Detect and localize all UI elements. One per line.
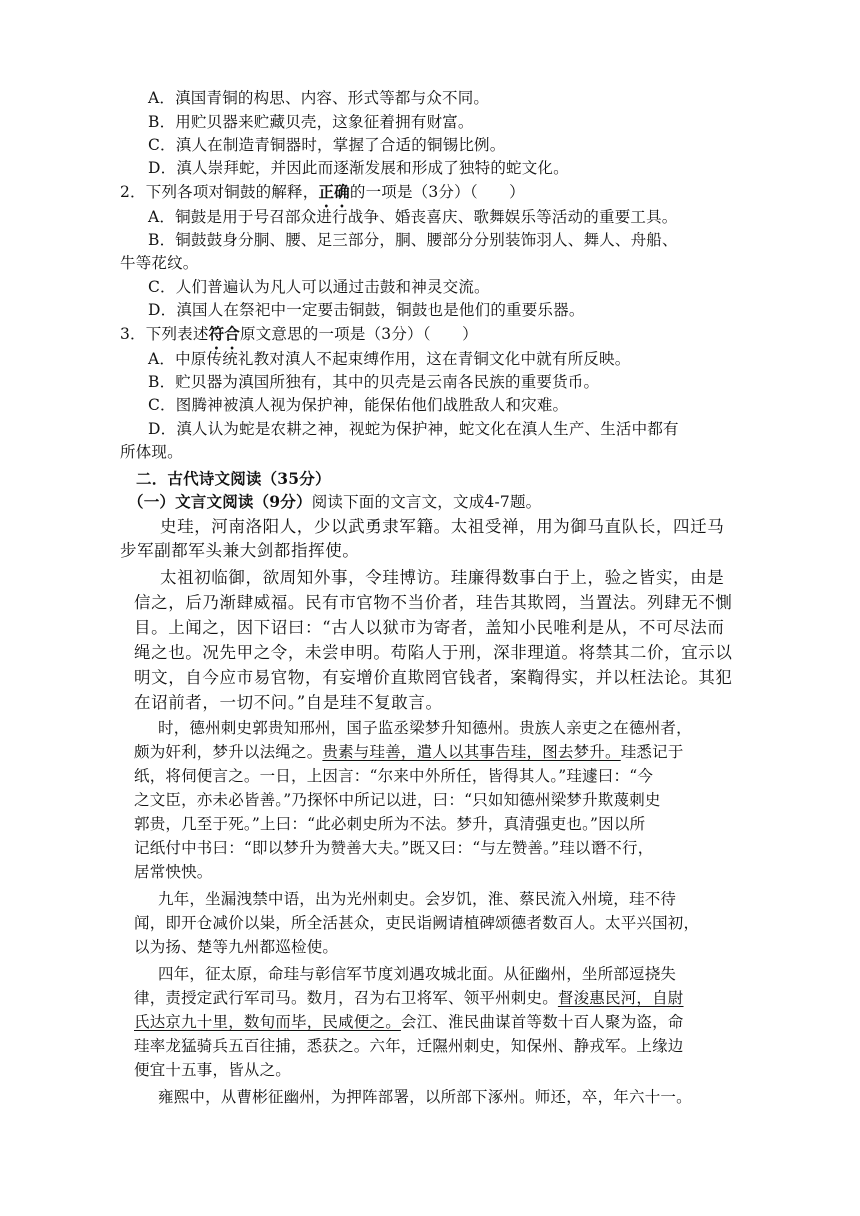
text-segment: 会江、淮民曲谋首等数十百人聚为盗，命 [400,1013,684,1031]
text-segment: 的一项是（3分）（ ） [349,183,525,201]
text-segment: 阅读下面的文言文，文成4-7题。 [311,493,542,511]
text-segment: 氏达京九十里，数旬而毕，民咸便之。 [134,1013,401,1031]
text-line: D．滇人认为蛇是农耕之神，视蛇为保护神，蛇文化在滇人生产、生活中都有 [148,420,679,438]
text-line: D．滇人崇拜蛇，并因此而逐渐发展和形成了独特的蛇文化。 [148,159,569,177]
text-line: C．人们普遍认为凡人可以通过击鼓和神灵交流。 [148,278,490,296]
text-line: 步军副都军头兼大剑都指挥使。 [120,541,360,560]
text-line: 太祖初临御，欲周知外事，令珪博访。珪廉得数事白于上，验之皆实，由是 [160,568,725,587]
text-line: 郭贵，几至于死。”上曰：“此必刺史所为不法。梦升，真清强吏也。”因以所 [134,815,646,833]
text-segment: 颇为奸利，梦升以法绳之。 [134,743,323,761]
text-line: 在诏前者，一切不问。”自是珪不复敢言。 [134,693,443,712]
text-line: 以为扬、楚等九州都巡检使。 [134,938,339,956]
text-line: 牛等花纹。 [120,254,199,272]
text-segment: 律，责授定武行军司马。数月，召为右卫将军、领平州刺史。 [134,989,558,1007]
text-line: 二．古代诗文阅读（35分） [136,469,331,488]
text-line: A．中原传统礼教对滇人不起束缚作用，这在青铜文化中就有所反映。 [148,350,631,368]
text-line [0,741,860,763]
text-line: 纸，将伺便言之。一日，上因言：“尔来中外所任，皆得其人。”珪遽曰：“今 [134,767,654,785]
text-line: 目。上闻之，因下诏曰：“古人以狱市为寄者，盖知小民唯利是从，不可尽法而 [134,618,725,637]
text-line: A．滇国青铜的构思、内容、形式等都与众不同。 [148,89,490,107]
text-line [0,1011,860,1033]
text-segment: 原文意思的一项是（3分）（ ） [239,325,478,343]
text-line: 信之，后乃渐肆威福。民有市官物不当价者，珪告其欺罔，当置法。列肆无不惻 [134,593,733,612]
text-line: 珪率龙猛骑兵五百往捕，悉获之。六年，迁隰州刺史，知保州、静戎军。上缘边 [134,1037,684,1055]
text-line: 明文，自今应市易官物，有妄增价直欺罔官钱者，案鞫得实，并以枉法论。其犯 [134,668,733,687]
text-line: B．贮贝器为滇国所独有，其中的贝壳是云南各民族的重要货币。 [148,373,600,391]
text-line: A．铜鼓是用于号召部众进行战争、婚丧喜庆、歌舞娱乐等活动的重要工具。 [148,208,678,226]
text-line [0,987,860,1009]
text-line: C．滇人在制造青铜器时，掌握了合适的铜锡比例。 [148,136,506,154]
text-line: B．铜鼓鼓身分胴、腰、足三部分，胴、腰部分分别装饰羽人、舞人、舟船、 [148,231,678,249]
text-line: 便宜十五事，皆从之。 [134,1061,292,1079]
text-segment: 正确 [318,182,350,201]
text-segment: 珪悉记于 [620,743,684,761]
text-line: 史珪，河南洛阳人，少以武勇隶军籍。太祖受禅，用为御马直队长，四迁马 [160,517,725,536]
text-segment: 贵素与珪善，遣人以其事告珪，图去梦升。 [322,743,621,761]
text-segment: （一）文言文阅读（9分） [128,492,312,511]
text-line: 记纸付中书曰：“即以梦升为赞善大夫。”既又曰：“与左赞善。”珪以谮不行， [134,839,654,857]
text-segment: 督浚惠民河，自尉 [557,989,684,1007]
text-line: D．滇国人在祭祀中一定要击铜鼓，铜鼓也是他们的重要乐器。 [148,301,585,319]
text-line: 四年，征太原，命珪与彰信军节度刘遇攻城北面。从征幽州，坐所部逗挠失 [158,965,677,983]
text-line: 九年，坐漏洩禁中语，出为光州刺史。会岁饥，淮、蔡民流入州境，珪不待 [158,890,677,908]
text-segment: 3．下列表述 [120,325,209,343]
text-line: 所体现。 [120,443,183,461]
text-line: B．用贮贝器来贮藏贝壳，这象征着拥有财富。 [148,113,474,131]
text-line: C．图腾神被滇人视为保护神，能保佑他们战胜敌人和灾难。 [148,396,569,414]
text-segment: 符合 [208,324,240,343]
text-line: 居常怏怏。 [134,863,213,881]
text-line: 雍熙中，从曹彬征幽州，为押阵部署，以所部下涿州。师还，卒，年六十一。 [158,1088,692,1106]
text-line: 之文臣，亦未必皆善。”乃探怀中所记以进，曰：“只如知德州梁梦升欺蔑刺史 [134,791,661,809]
text-line: 闻，即开仓减价以粜，所全活甚众，吏民诣阙请植碑颂德者数百人。太平兴国初， [134,914,700,932]
text-line: 绳之也。况先甲之令，未尝申明。苟陷人于刑，深非理道。将禁其二价，宜示以 [134,643,733,662]
text-segment: 2．下列各项对铜鼓的解释， [120,183,319,201]
text-line [0,491,860,513]
text-line: 时，德州刺史郭贵知邢州，国子监丞梁梦升知德州。贵族人亲吏之在德州者， [158,719,692,737]
